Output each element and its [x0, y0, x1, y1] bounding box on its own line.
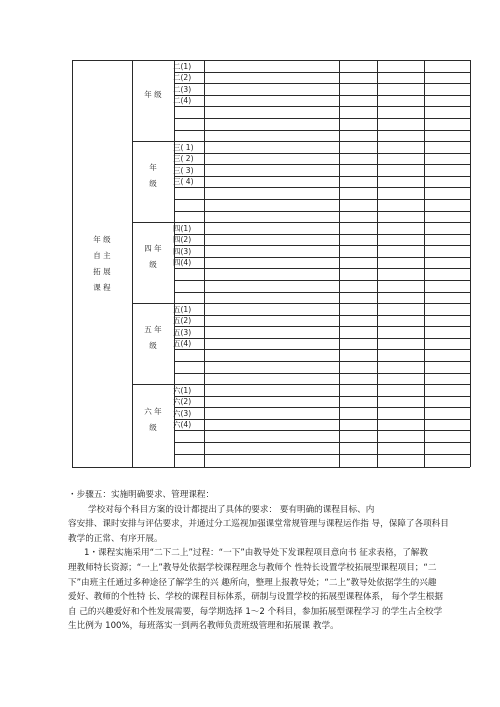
class-name: 六(3) — [173, 408, 192, 418]
main-label-line: 自 主 — [93, 250, 111, 260]
row-line — [174, 292, 470, 293]
class-name: 三( 1) — [173, 142, 194, 152]
prose-section — [68, 488, 478, 634]
row-line — [174, 118, 470, 119]
main-label-line: 拓 展 — [93, 266, 111, 276]
row-line — [174, 430, 470, 431]
row-line — [174, 315, 470, 316]
class-name: 五(4) — [173, 339, 192, 349]
row-line — [174, 245, 470, 246]
class-name: 四(1) — [173, 223, 192, 233]
row-line — [174, 153, 470, 154]
paragraph-line: 爱好、教师的个性特 长、学校的课程目标体系，研制与设置学校的拓展型课程体系， 每个学生根据 — [68, 592, 443, 603]
row-line — [174, 361, 470, 362]
row-line — [174, 442, 470, 443]
class-name: 二(3) — [173, 84, 192, 94]
grade-label: 五 年 — [144, 324, 162, 334]
class-name: 六(2) — [173, 397, 192, 407]
grade-label: 六 年 — [144, 406, 162, 416]
table-column-divider — [377, 60, 378, 467]
class-name: 六(4) — [173, 420, 192, 430]
course-table — [72, 60, 470, 467]
row-line — [174, 326, 470, 327]
class-name: 五(2) — [173, 316, 192, 326]
row-line — [174, 268, 470, 269]
row-line — [174, 72, 470, 73]
row-line — [174, 257, 470, 258]
row-line — [174, 454, 470, 455]
row-line — [174, 373, 470, 374]
table-border-bottom — [72, 467, 470, 468]
paragraph-line: 1・课程实施采用“二下二上”过程：“一下”由教导处下发课程项目意向书 征求表格，了解教 — [84, 548, 428, 559]
row-line — [174, 396, 470, 397]
class-name: 六(1) — [173, 385, 192, 395]
row-line — [174, 83, 470, 84]
class-name: 三( 3) — [173, 165, 194, 175]
grade-label: 四 年 — [144, 243, 162, 253]
grade-label: 年 — [149, 162, 157, 172]
row-line — [174, 234, 470, 235]
paragraph-line: 容安排、课时安排与评估要求，并通过分工巡视加强课堂常规管理与课程运作指 导，保障了各项科目 — [68, 519, 449, 530]
grade-label: 级 — [149, 340, 157, 350]
class-name: 五(1) — [173, 304, 192, 314]
row-line — [174, 164, 470, 165]
row-line — [174, 130, 470, 131]
row-line — [174, 106, 470, 107]
main-label-line: 课 程 — [93, 282, 111, 292]
main-label-line: 年 级 — [93, 234, 111, 244]
row-line — [174, 407, 470, 408]
paragraph-line: 理教师特长资源；“一上”教导处依据学校课程理念与教师个 性特长设置学校拓展型课程项目；“二 — [68, 562, 437, 573]
table-column-divider — [204, 60, 205, 467]
class-name: 四(4) — [173, 258, 192, 268]
table-column-divider — [424, 60, 425, 467]
class-name: 四(3) — [173, 246, 192, 256]
row-line — [174, 338, 470, 339]
grade-label: 级 — [149, 178, 157, 188]
row-line — [174, 349, 470, 350]
class-name: 五(3) — [173, 327, 192, 337]
class-name: 三( 2) — [173, 154, 194, 164]
grade-label: 级 — [149, 259, 157, 269]
paragraph-line: 学校对每个科目方案的设计都提出了具体的要求： 要有明确的课程目标、内 — [88, 504, 375, 515]
paragraph-line: 自 己的兴趣爱好和个性发展需要，每学期选择 1～2 个科目，参加拓展型课程学习 的学生占全校学 — [68, 606, 443, 617]
grade-label: 年 级 — [144, 89, 162, 99]
class-name: 二(1) — [173, 61, 192, 71]
row-line — [174, 280, 470, 281]
class-name: 二(2) — [173, 73, 192, 83]
row-line — [174, 419, 470, 420]
step-heading: ・步骤五：实施明确要求、管理课程： — [68, 490, 215, 500]
row-line — [174, 211, 470, 212]
row-line — [174, 176, 470, 177]
table-border-right — [470, 60, 471, 467]
class-name: 四(2) — [173, 235, 192, 245]
row-line — [174, 95, 470, 96]
paragraph-line: 生比例为 100%，每班落实一到两名教师负责班级管理和拓展课 教学。 — [68, 621, 339, 632]
class-name: 二(4) — [173, 96, 192, 106]
grade-label: 级 — [149, 422, 157, 432]
paragraph-line: 教学的正常、有序开展。 — [68, 533, 163, 544]
class-name: 三( 4) — [173, 177, 194, 187]
table-column-divider — [339, 60, 340, 467]
row-line — [174, 199, 470, 200]
row-line — [174, 187, 470, 188]
paragraph-line: 下”由班主任通过多种途径了解学生的兴 趣所向，整理上报教导处；“二上”教导处依据学生的兴趣 — [68, 577, 437, 588]
